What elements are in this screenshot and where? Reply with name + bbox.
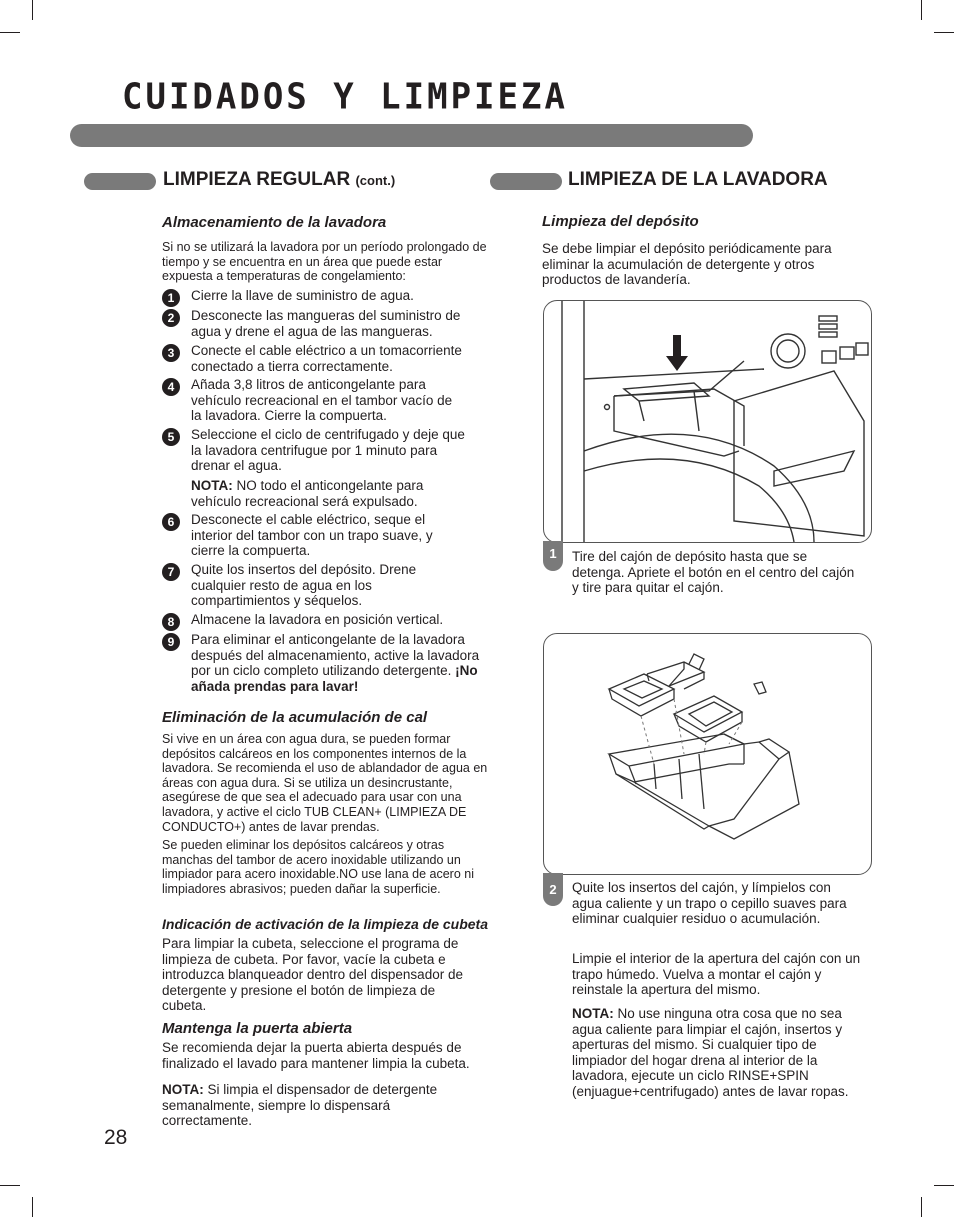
door-note xyxy=(162,1082,467,1129)
tubclean-text: Para limpiar la cubeta, seleccione el programa de limpieza de cubeta. Por favor, vacíe la cubeta e introduzca blanqueador dentro del dispensador de detergente y presione el botón de limpieza de cubeta. xyxy=(162,936,463,1014)
figure-tab-2: 2 xyxy=(543,873,563,906)
note-label: NOTA: xyxy=(162,1082,204,1097)
step-number: 9 xyxy=(162,633,180,651)
step-number: 2 xyxy=(162,309,180,327)
drawer-inserts-illustration xyxy=(544,634,871,874)
crop-mark xyxy=(921,1197,922,1217)
step-text: Almacene la lavadora en posición vertical. xyxy=(191,612,444,627)
scale-paragraph-2: Se pueden eliminar los depósitos calcáreos y otras manchas del tambor de acero inoxidable utilizando un limpiador para acero inoxidable.NO use lana de acero ni limpiadores abrasivos; pueden dañar la superficie. xyxy=(162,838,474,896)
crop-mark xyxy=(32,0,33,20)
figure-1-caption: Tire del cajón de depósito hasta que se detenga. Apriete el botón en el centro del cajón y tire para quitar el cajón. xyxy=(572,549,855,596)
section-pill xyxy=(490,173,562,190)
step-text: Desconecte las mangueras del suministro de agua y drene el agua de las mangueras. xyxy=(191,308,461,339)
note-text: Si limpia el dispensador de detergente semanalmente, siempre lo dispensará correctamente. xyxy=(162,1082,438,1129)
step-number: 3 xyxy=(162,344,180,362)
step-text-bold: ¡No añada prendas para lavar! xyxy=(191,663,478,694)
heading-suffix: (cont.) xyxy=(355,173,396,188)
figure-drawer-inserts xyxy=(543,633,872,875)
crop-mark xyxy=(921,0,922,20)
section-heading-washer: LIMPIEZA DE LA LAVADORA xyxy=(568,169,828,190)
dispenser-title: Limpieza del depósito xyxy=(542,213,699,230)
step-number: 1 xyxy=(162,289,180,307)
note-text: No use ninguna otra cosa que no sea agua caliente para limpiar el cajón, insertos y aperturas del mismo. Si cualquier tipo de limpiador del hogar drena al interior de la lavadora, ejecute un ciclo RINSE+SPIN (enjuague+centrifugado) antes de lavar ropas. xyxy=(572,1006,849,1099)
crop-mark xyxy=(934,32,954,33)
step-text: Añada 3,8 litros de anticongelante para vehículo recreacional en el tambor vacío de la lavadora. Cierre la compuerta. xyxy=(191,377,453,424)
step-number: 6 xyxy=(162,513,180,531)
scale-paragraph-1: Si vive en un área con agua dura, se pueden formar depósitos calcáreos en los componentes internos de la lavadora. Se recomienda el uso de ablandador de agua en áreas con agua dura. Si se utiliza un desincrustante, asegúrese de que sea el adecuado para usar con una lavadora, y active el ciclo TUB CLEAN+ (LIMPIEZA DE CONDUCTO+) antes de lavar prendas. xyxy=(162,732,488,834)
crop-mark xyxy=(0,1185,20,1186)
figure-tab-1: 1 xyxy=(543,541,563,571)
figure-2-paragraph: Limpie el interior de la apertura del cajón con un trapo húmedo. Vuelva a montar el cajón y reinstale la apertura del mismo. xyxy=(572,951,861,998)
crop-mark xyxy=(0,32,20,33)
page-number: 28 xyxy=(104,1126,128,1149)
step-number: 4 xyxy=(162,378,180,396)
door-text: Se recomienda dejar la puerta abierta después de finalizado el lavado para mantener limpia la cubeta. xyxy=(162,1040,470,1071)
tubclean-title: Indicación de activación de la limpieza de cubeta xyxy=(162,916,488,932)
step-text: Conecte el cable eléctrico a un tomacorriente conectado a tierra correctamente. xyxy=(191,343,462,374)
heading-text: LIMPIEZA REGULAR xyxy=(163,169,351,190)
step-text-regular: Para eliminar el anticongelante de la lavadora después del almacenamiento, active la lavadora por un ciclo completo utilizando detergente. xyxy=(191,632,480,679)
crop-mark xyxy=(32,1197,33,1217)
step-text: Desconecte el cable eléctrico, seque el interior del tambor con un trapo suave, y cierre la compuerta. xyxy=(191,512,433,559)
step-number: 8 xyxy=(162,613,180,631)
title-bar xyxy=(70,124,753,147)
step-number: 5 xyxy=(162,428,180,446)
step-text: Quite los insertos del depósito. Drene cualquier resto de agua en los compartimientos y séquelos. xyxy=(191,562,417,609)
door-title: Mantenga la puerta abierta xyxy=(162,1020,353,1037)
page-title: CUIDADOS Y LIMPIEZA xyxy=(122,76,568,118)
washer-dispenser-illustration xyxy=(544,301,871,542)
step-text: Seleccione el ciclo de centrifugado y deje que la lavadora centrifugue por 1 minuto para drenar el agua. xyxy=(191,427,465,474)
step-text xyxy=(191,632,491,694)
storage-note xyxy=(191,478,466,509)
step-text: Cierre la llave de suministro de agua. xyxy=(191,288,414,303)
scale-title: Eliminación de la acumulación de cal xyxy=(162,709,428,726)
storage-intro: Si no se utilizará la lavadora por un período prolongado de tiempo y se encuentra en un área que puede estar expuesta a temperaturas de congelamiento: xyxy=(162,240,487,284)
step-number: 7 xyxy=(162,563,180,581)
push-arrow-icon xyxy=(666,335,688,371)
note-text: NO todo el anticongelante para vehículo recreacional será expulsado. xyxy=(191,478,424,509)
section-heading-regular xyxy=(163,169,395,191)
figure-2-caption: Quite los insertos del cajón, y límpielos con agua caliente y un trapo o cepillo suaves para eliminar cualquier residuo o acumulación. xyxy=(572,880,847,927)
note-label: NOTA: xyxy=(572,1006,614,1021)
note-label: NOTA: xyxy=(191,478,233,493)
figure-2-note xyxy=(572,1006,862,1100)
section-pill xyxy=(84,173,156,190)
figure-drawer-pull xyxy=(543,300,872,543)
crop-mark xyxy=(934,1185,954,1186)
storage-title: Almacenamiento de la lavadora xyxy=(162,214,387,231)
dispenser-intro: Se debe limpiar el depósito periódicamente para eliminar la acumulación de detergente y otros productos de lavandería. xyxy=(542,241,832,288)
